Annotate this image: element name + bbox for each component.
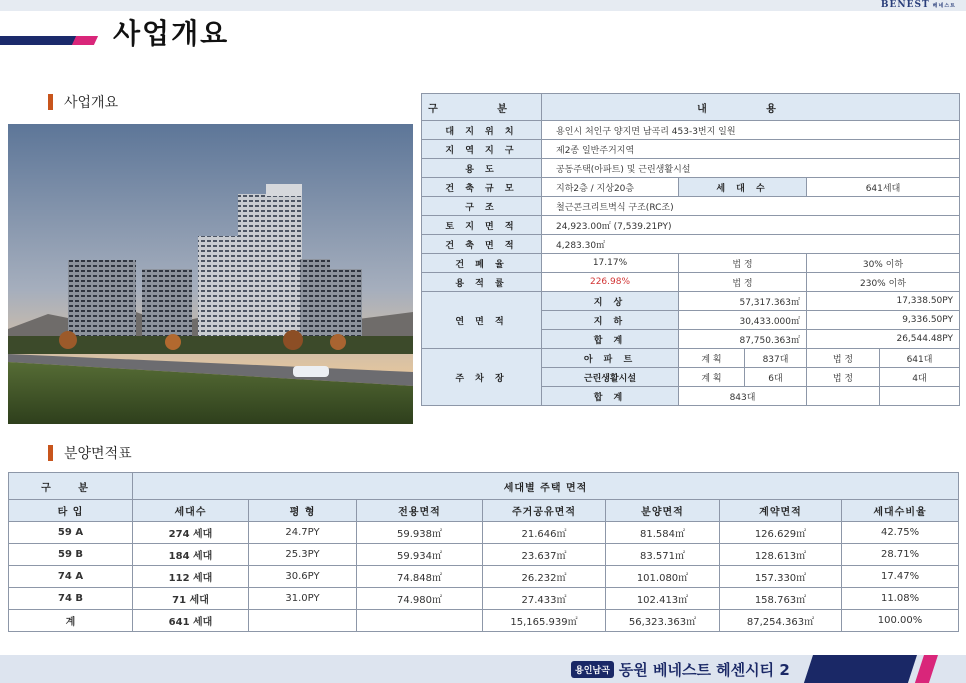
total-units: 641 세대 [133,610,249,632]
parking-retail-plan: 6대 [745,368,807,387]
table-row [9,522,959,544]
row-pyeong: 31.0PY [249,588,357,610]
brand-logo: BENEST 베네스트 [880,0,956,10]
gross-total-sqm: 87,750.363㎡ [679,330,807,349]
parking-total: 843대 [679,387,807,406]
footer-location-tag: 용인남곡 [571,661,614,678]
row-pyeong: 30.6PY [249,566,357,588]
total-exclusive [357,610,483,632]
row-units: 112 세대 [133,566,249,588]
gross-below-label: 지 하 [542,311,679,330]
far-label: 용 적 률 [422,273,542,292]
parking-empty-2 [880,387,960,406]
far-legal-label: 법 정 [679,273,807,292]
row-type: 59 B [9,544,133,566]
overview-header-content: 내 용 [542,94,960,121]
row-units: 71 세대 [133,588,249,610]
project-overview-table [421,93,960,406]
row-exclusive: 74.848㎡ [357,566,483,588]
total-ratio: 100.00% [842,610,959,632]
row-pyeong: 24.7PY [249,522,357,544]
site-location-value: 용인시 처인구 양지면 남곡리 453-3번지 일원 [542,121,960,140]
parking-retail-legal: 4대 [880,368,960,387]
far-value: 226.98% [542,273,679,292]
site-location-label: 대 지 위 치 [422,121,542,140]
row-units: 274 세대 [133,522,249,544]
gross-above-py: 17,338.50PY [807,292,960,311]
building-scale-label: 건 축 규 모 [422,178,542,197]
structure-value: 철근콘크리트벽식 구조(RC조) [542,197,960,216]
zoning-label: 지 역 지 구 [422,140,542,159]
row-contract: 158.763㎡ [720,588,842,610]
households-value: 641세대 [807,178,960,197]
far-legal-value: 230% 이하 [807,273,960,292]
land-area-value: 24,923.00㎡ (7,539.21PY) [542,216,960,235]
parking-apt-legal-label: 법 정 [807,349,880,368]
area-group-header: 세대별 주택 면적 [133,473,959,500]
land-area-label: 토 지 면 적 [422,216,542,235]
gross-total-label: 합 계 [542,330,679,349]
sale-area-table [8,472,959,632]
section-heading-overview: 사업개요 [48,92,118,112]
gross-above-label: 지 상 [542,292,679,311]
use-label: 용 도 [422,159,542,178]
row-sale: 102.413㎡ [606,588,720,610]
total-pyeong [249,610,357,632]
area-group-label: 구 분 [9,473,133,500]
parking-empty-1 [807,387,880,406]
parking-retail-label: 근린생활시설 [542,368,679,387]
section-marker [48,445,53,461]
parking-apt-legal: 641대 [880,349,960,368]
row-type: 59 A [9,522,133,544]
row-contract: 126.629㎡ [720,522,842,544]
row-common: 23.637㎡ [483,544,606,566]
footer-accent-navy [804,655,917,683]
table-row [9,588,959,610]
parking-retail-legal-label: 법 정 [807,368,880,387]
building-scale-value: 지하2층 / 지상20층 [542,178,679,197]
parking-label: 주 차 장 [422,349,542,406]
gross-below-py: 9,336.50PY [807,311,960,330]
coverage-legal-label: 법 정 [679,254,807,273]
title-accent-pink [72,36,98,45]
col-common: 주거공유면적 [483,500,606,522]
row-contract: 128.613㎡ [720,544,842,566]
table-total-row [9,610,959,632]
households-label: 세 대 수 [679,178,807,197]
row-ratio: 42.75% [842,522,959,544]
col-sale: 분양면적 [606,500,720,522]
row-type: 74 A [9,566,133,588]
row-type: 74 B [9,588,133,610]
row-common: 21.646㎡ [483,522,606,544]
total-contract: 87,254.363㎡ [720,610,842,632]
footer-title: 동원 베네스트 헤센시티 2 [618,661,790,679]
row-pyeong: 25.3PY [249,544,357,566]
col-exclusive: 전용면적 [357,500,483,522]
gross-total-py: 26,544.48PY [807,330,960,349]
parking-apt-plan-label: 계 획 [679,349,745,368]
row-units: 184 세대 [133,544,249,566]
table-row [9,566,959,588]
col-ratio: 세대수비율 [842,500,959,522]
top-bar [0,0,966,11]
gross-area-label: 연 면 적 [422,292,542,349]
gross-below-sqm: 30,433.000㎡ [679,311,807,330]
building-area-value: 4,283.30㎡ [542,235,960,254]
col-contract: 계약면적 [720,500,842,522]
parking-apt-label: 아 파 트 [542,349,679,368]
gross-above-sqm: 57,317.363㎡ [679,292,807,311]
row-common: 27.433㎡ [483,588,606,610]
row-exclusive: 74.980㎡ [357,588,483,610]
row-exclusive: 59.934㎡ [357,544,483,566]
row-sale: 81.584㎡ [606,522,720,544]
page-title: 사업개요 [113,17,230,50]
parking-apt-plan: 837대 [745,349,807,368]
parking-retail-plan-label: 계 획 [679,368,745,387]
row-ratio: 17.47% [842,566,959,588]
row-ratio: 28.71% [842,544,959,566]
coverage-label: 건 폐 율 [422,254,542,273]
parking-total-label: 합 계 [542,387,679,406]
row-contract: 157.330㎡ [720,566,842,588]
apartment-rendering-image [8,124,413,424]
total-sale: 56,323.363㎡ [606,610,720,632]
row-ratio: 11.08% [842,588,959,610]
row-sale: 83.571㎡ [606,544,720,566]
table-row [9,544,959,566]
coverage-legal-value: 30% 이하 [807,254,960,273]
row-exclusive: 59.938㎡ [357,522,483,544]
col-type: 타 입 [9,500,133,522]
row-common: 26.232㎡ [483,566,606,588]
use-value: 공동주택(아파트) 및 근린생활시설 [542,159,960,178]
title-accent-navy [0,36,78,45]
footer-project-name [571,659,790,680]
section-heading-area-table: 분양면적표 [48,443,132,463]
col-pyeong: 평 형 [249,500,357,522]
zoning-value: 제2종 일반주거지역 [542,140,960,159]
total-common: 15,165.939㎡ [483,610,606,632]
building-area-label: 건 축 면 적 [422,235,542,254]
structure-label: 구 조 [422,197,542,216]
coverage-value: 17.17% [542,254,679,273]
total-type: 계 [9,610,133,632]
overview-header-category: 구 분 [422,94,542,121]
row-sale: 101.080㎡ [606,566,720,588]
col-units: 세대수 [133,500,249,522]
section-marker [48,94,53,110]
